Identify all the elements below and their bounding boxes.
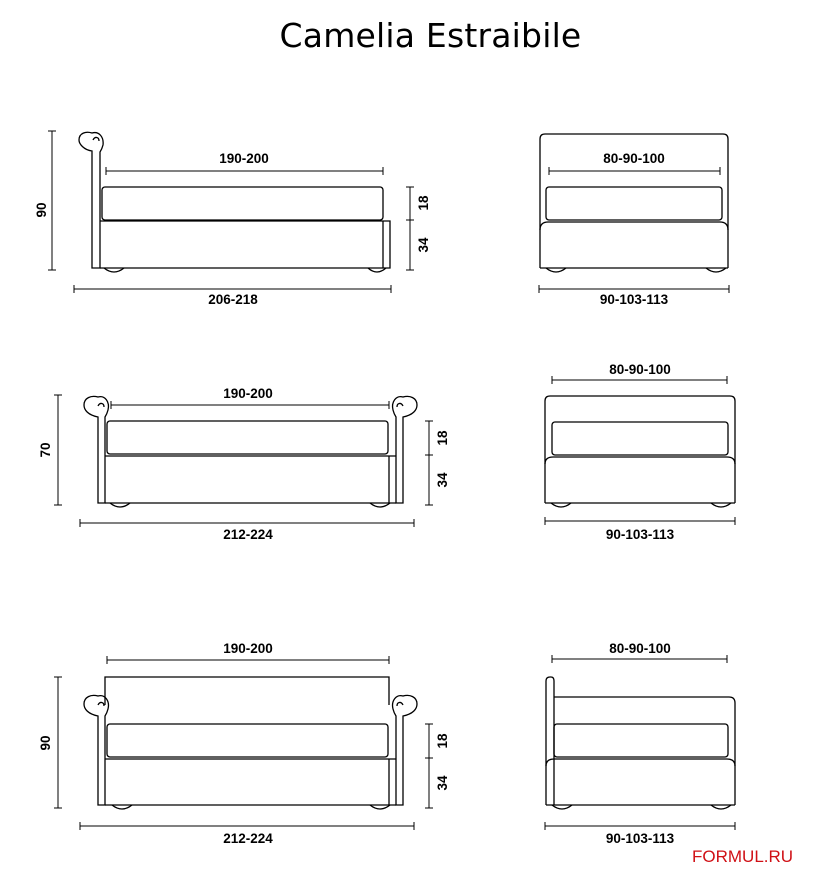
row1-front-top-width: 80-90-100 (603, 151, 665, 166)
row2-side-top-width: 190-200 (223, 386, 273, 401)
row1-side-height: 90 (34, 202, 49, 218)
row3-side-height: 90 (38, 735, 53, 751)
row3-side-top-width: 190-200 (223, 641, 273, 656)
row3-front-view (545, 641, 735, 846)
row1-front-overall-width: 90-103-113 (599, 292, 669, 307)
row1-side-base-height: 34 (416, 237, 431, 253)
page-title: Camelia Estraibile (279, 16, 582, 55)
row2-front-top-width: 80-90-100 (609, 362, 671, 377)
row1-side-dimensions (34, 131, 431, 307)
row2-front-dimensions (545, 362, 735, 542)
row3-side-view (38, 641, 450, 846)
row2-side-mattress-height: 18 (435, 430, 450, 446)
row2-front-outline (545, 396, 735, 507)
row2-side-dimensions (38, 386, 450, 542)
row2-front-view (545, 362, 735, 542)
row2-front-overall-width: 90-103-113 (605, 527, 675, 542)
row2-side-outline (84, 396, 417, 507)
row3-side-outline (84, 677, 417, 809)
row1-side-overall-width: 206-218 (208, 292, 258, 307)
row2-side-view (38, 386, 450, 542)
row3-side-base-height: 34 (435, 775, 450, 791)
row1-front-dimensions (539, 151, 729, 307)
row3-front-top-width: 80-90-100 (609, 641, 671, 656)
row1-front-view (539, 134, 729, 307)
row3-side-mattress-height: 18 (435, 733, 450, 749)
row2-side-height: 70 (38, 442, 53, 458)
row3-front-outline (546, 677, 735, 809)
row1-side-top-width: 190-200 (219, 151, 269, 166)
row3-front-overall-width: 90-103-113 (605, 831, 675, 846)
watermark: FORMUL.RU (692, 847, 794, 866)
row2-side-base-height: 34 (435, 472, 450, 488)
row2-side-overall-width: 212-224 (223, 527, 273, 542)
row1-side-mattress-height: 18 (416, 195, 431, 211)
row3-side-overall-width: 212-224 (223, 831, 273, 846)
row1-side-view (34, 131, 431, 307)
row3-front-dimensions (545, 641, 735, 846)
